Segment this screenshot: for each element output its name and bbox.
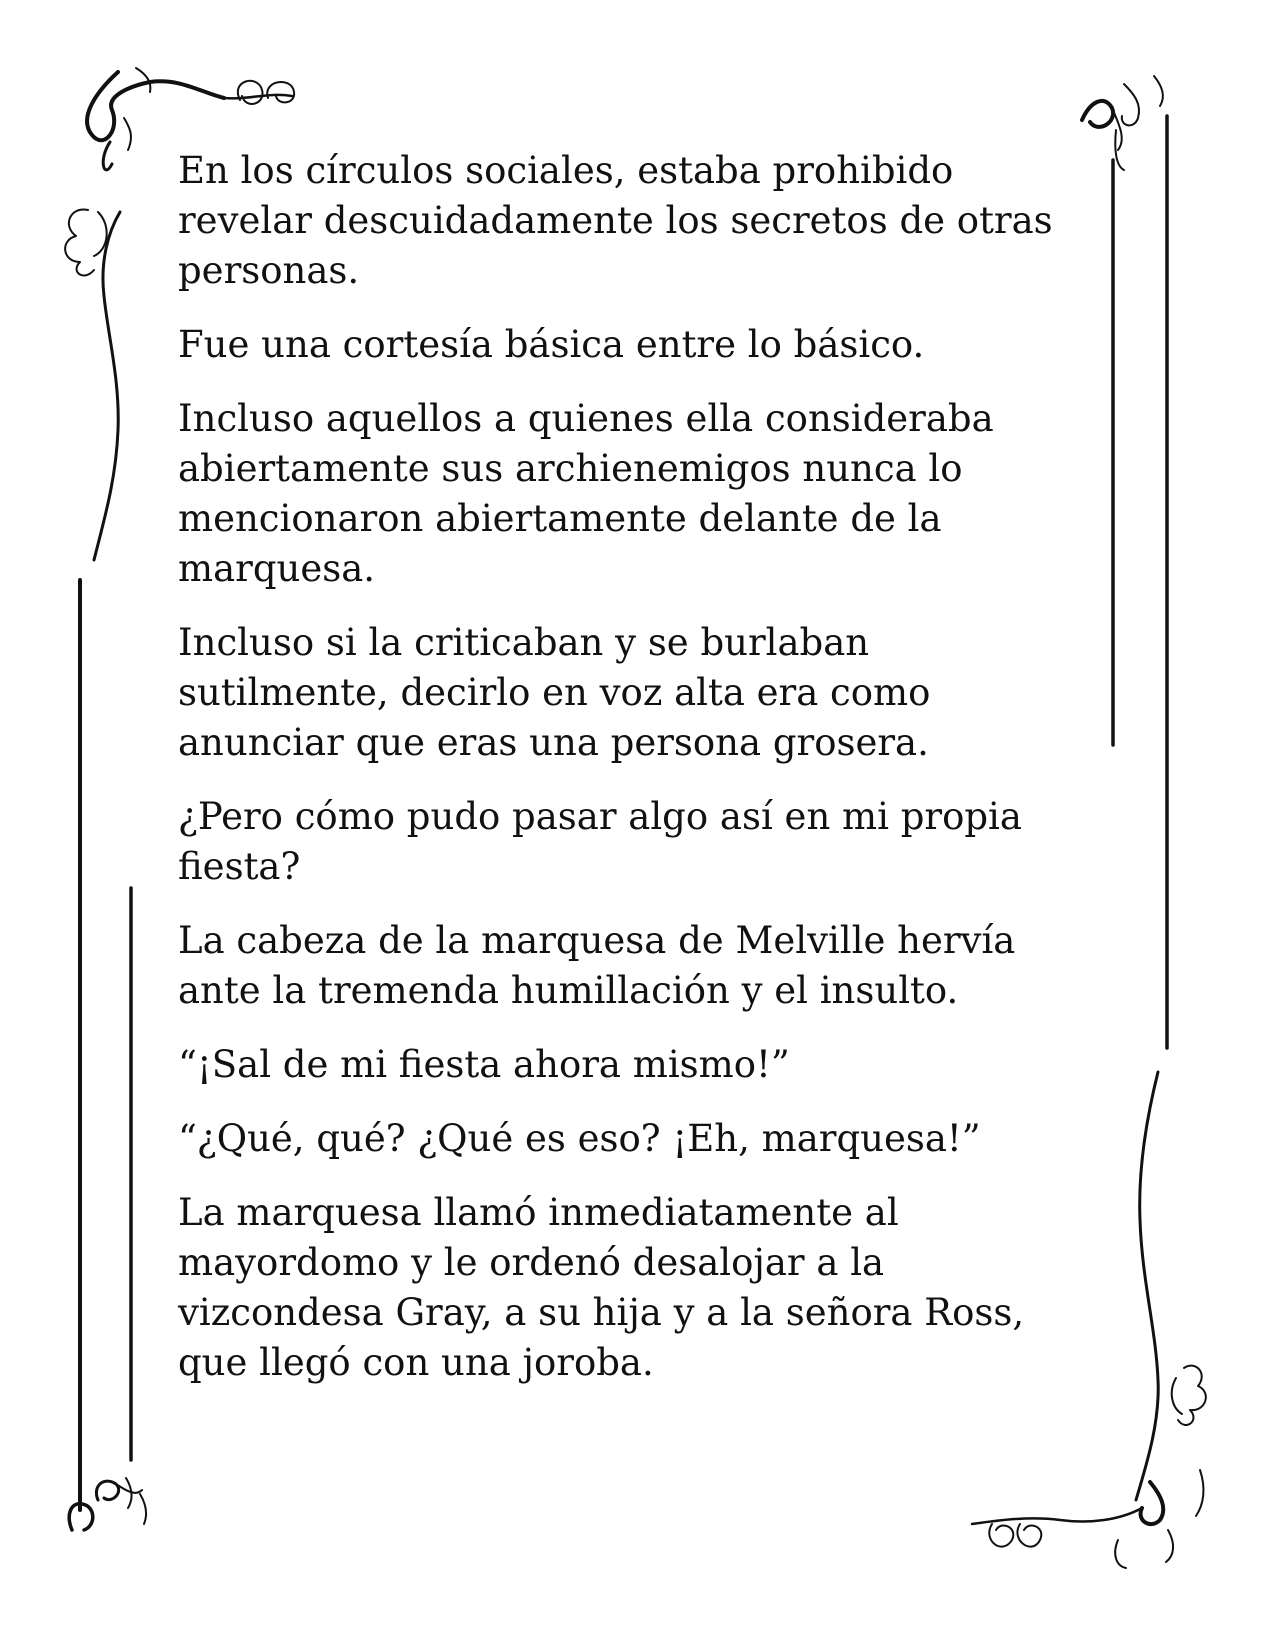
paragraph-1: En los círculos sociales, estaba prohibido revelar descuidadamente los secretos de otras personas. (178, 149, 1053, 292)
paragraph-8: “¿Qué, qué? ¿Qué es eso? ¡Eh, marquesa!” (178, 1117, 981, 1160)
paragraph-4: Incluso si la criticaban y se burlaban sutilmente, decirlo en voz alta era como anunciar que eras una persona grosera. (178, 621, 931, 764)
paragraph-5: ¿Pero cómo pudo pasar algo así en mi propia fiesta? (178, 795, 1022, 888)
paragraph-7: “¡Sal de mi fiesta ahora mismo!” (178, 1043, 790, 1086)
paragraph-3: Incluso aquellos a quienes ella consideraba abiertamente sus archienemigos nunca lo mencionaron abiertamente delante de la marquesa. (178, 397, 994, 590)
paragraph-2: Fue una cortesía básica entre lo básico. (178, 323, 925, 366)
body-text (178, 146, 1078, 1412)
paragraph-9: La marquesa llamó inmediatamente al mayordomo y le ordenó desalojar a la vizcondesa Gray, a su hija y a la señora Ross, que llegó con una joroba. (178, 1191, 1025, 1384)
top-right-flourish (1082, 76, 1167, 1048)
paragraph-6: La cabeza de la marquesa de Melville hervía ante la tremenda humillación y el insulto. (178, 919, 1016, 1012)
